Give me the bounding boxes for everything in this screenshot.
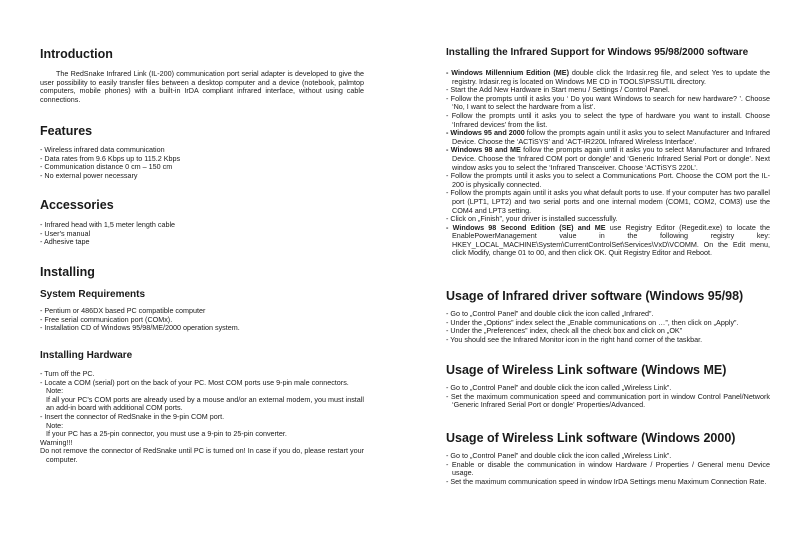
note-text: If all your PC’s COM ports are already used by a mouse and/or an external modem, you must install an add-in board with additional COM ports. xyxy=(46,394,364,413)
usage-2000-list xyxy=(446,452,770,486)
list-item: - Follow the prompts again until it asks you what default ports to use. If your computer has two parallel port (LPT1, LPT2) and two serial ports and one internal modem (COM1, COM2, COM3) use the COM4 and LPT3 setting. xyxy=(446,188,770,215)
list-item: - Windows Millennium Edition (ME) double click the Irdasir.reg file, and select Yes to update the registry. Irdasir.reg is located on Windows ME CD in TOOLS\PSSUTIL directory. xyxy=(446,68,770,86)
installing-hardware-list xyxy=(40,370,364,465)
system-requirements-list xyxy=(40,307,364,333)
list-item: - Follow the prompts until it asks you ‘ Do you want Windows to search for new hardware? ’. Choose ‘No, I want to select the hardware from a list’. xyxy=(446,93,770,112)
list-item: - Set the maximum communication speed in window IrDA Settings menu Maximum Connection Rate. xyxy=(446,476,767,486)
warning-label: Warning!!! xyxy=(40,437,73,447)
ir-support-heading: Installing the Infrared Support for Windows 95/98/2000 software xyxy=(446,47,749,58)
list-item: - Infrared head with 1,5 meter length cable xyxy=(40,220,176,229)
list-item: - No external power necessary xyxy=(40,170,138,180)
list-item: - User's manual xyxy=(40,228,91,238)
list-item: - Locate a COM (serial) port on the back of your PC. Most COM ports use 9-pin male connectors. xyxy=(40,377,349,387)
features-heading: Features xyxy=(40,124,93,138)
list-item: - You should see the Infrared Monitor icon in the right hand corner of the taskbar. xyxy=(446,334,703,344)
list-item: - Under the „Preferences” index, check all the check box and click on „OK” xyxy=(446,326,683,336)
list-item: - Pentium or 486DX based PC compatible computer xyxy=(40,306,206,315)
usage-9598-heading: Usage of Infrared driver software (Windows 95/98) xyxy=(446,289,744,303)
list-item: - Wireless infrared data communication xyxy=(40,145,165,154)
list-item: - Installation CD of Windows 95/98/ME/2000 operation system. xyxy=(40,323,240,333)
list-item: - Enable or disable the communication in window Hardware / Properties / General menu Device usage. xyxy=(446,459,770,478)
list-item: - Go to „Control Panel” and double click the icon called „Wireless Link”. xyxy=(446,451,672,460)
usage-me-heading: Usage of Wireless Link software (Windows ME) xyxy=(446,363,727,377)
installing-heading: Installing xyxy=(40,265,95,279)
list-item: - Set the maximum communication speed and communication port in window Control Panel/Network ‘Generic Infrared Serial Port or dongle’ Properties/Advanced. xyxy=(446,391,770,410)
list-item: - Click on „Finish”, your driver is installed successfully. xyxy=(446,214,618,224)
list-item: - Adhesive tape xyxy=(40,237,90,247)
introduction-text: The RedSnake Infrared Link (IL-200) communication port serial adapter is developed to give the user possibility to easily transfer files between a desktop computer and a device (notebook, palmtop computers, mobile phones) with a built-in IrDA compliant infrared interface, without using cable connections. xyxy=(40,69,364,104)
usage-me-list xyxy=(446,384,770,410)
list-item: - Start the Add New Hardware in Start menu / Settings / Control Panel. xyxy=(446,85,670,95)
usage-9598-list xyxy=(446,310,770,344)
accessories-heading: Accessories xyxy=(40,198,114,212)
list-item: - Follow the prompts until it asks you to select the type of hardware you want to install. Choose ‘Infrared devices’ from the list. xyxy=(446,110,770,129)
accessories-list xyxy=(40,221,364,247)
list-item: - Go to „Control Panel” and double click the icon called „Wireless Link”. xyxy=(446,383,672,392)
note-text: If your PC has a 25-pin connector, you must use a 9-pin to 25-pin converter. xyxy=(46,429,287,439)
list-item: - Under the „Options” index select the „Enable communications on …”, then click on „Apply”. xyxy=(446,317,739,327)
list-item: - Windows 98 and ME follow the prompts again until it asks you to select Manufacturer and Infrared Device. Choose the ‘Infrared COM port or dongle’ and ‘Generic Infrared Serial Port or dongle’. Next window asks you to select the ‘Infrared Transceiver. Choose ‘ACTiSYS 220L’. xyxy=(446,145,770,172)
list-item: - Go to „Control Panel” and double click the icon called „Infrared”. xyxy=(446,309,654,318)
list-item: - Data rates from 9.6 Kbps up to 115.2 Kbps xyxy=(40,153,181,163)
list-item: - Windows 98 Second Edition (SE) and ME use Registry Editor (Regedit.exe) to locate the EnablePowerManagement value in the following registry key: HKEY_LOCAL_MACHINE\System\CurrentControlSet\Services\VxD\VCOMM. On the Edit menu, click Modify, change 01 to 00, and then click OK. Quit Registry Editor and Reboot. xyxy=(446,222,771,258)
features-list xyxy=(40,146,364,180)
note-label: Note: xyxy=(46,420,64,430)
list-item: - Follow the prompts until it asks you to select a Communications Port. Choose the COM port the IL-200 is physically connected. xyxy=(446,171,770,189)
ir-support-list xyxy=(446,69,770,258)
list-item: - Communication distance 0 cm – 150 cm xyxy=(40,162,173,172)
list-item: - Free serial communication port (COMx). xyxy=(40,314,173,324)
system-requirements-heading: System Requirements xyxy=(40,289,146,300)
warning-text: Do not remove the connector of RedSnake until PC is turned on! In case if you do, please restart your computer. xyxy=(40,446,364,464)
list-item: - Windows 95 and 2000 follow the prompts again until it asks you to select Manufacturer and Infrared Device. Choose the ‘ACTiSYS’ and ‘ACT-IR220L Infrared Wireless Interface’. xyxy=(446,128,770,146)
note-label: Note: xyxy=(46,386,64,396)
introduction-heading: Introduction xyxy=(40,47,113,61)
list-item: - Insert the connector of RedSnake in the 9-pin COM port. xyxy=(40,411,225,421)
list-item: - Turn off the PC. xyxy=(40,369,95,378)
usage-2000-heading: Usage of Wireless Link software (Windows 2000) xyxy=(446,431,736,445)
installing-hardware-heading: Installing Hardware xyxy=(40,350,133,361)
